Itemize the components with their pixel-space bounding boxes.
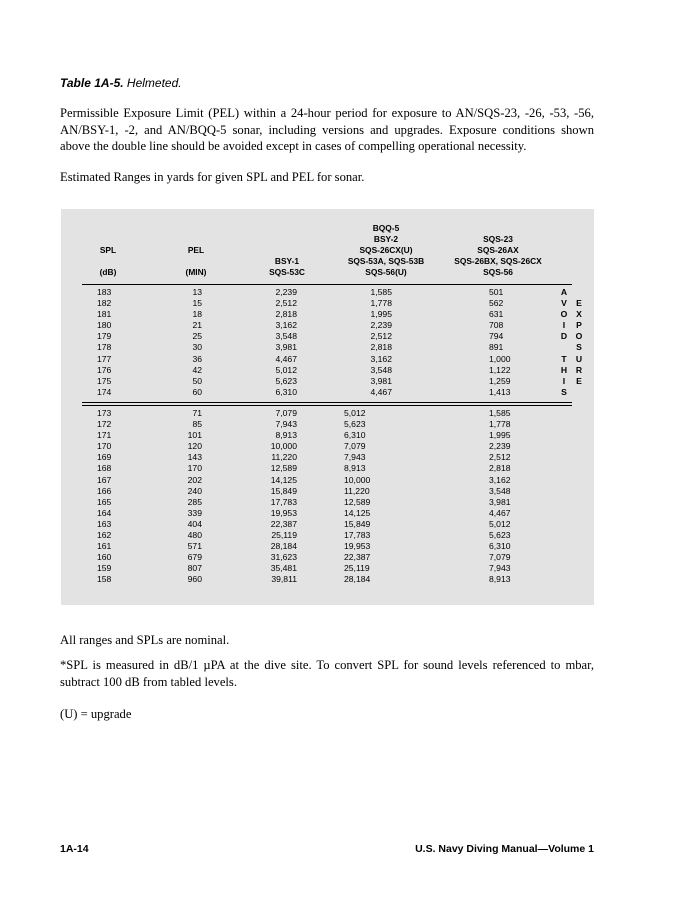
header-pel-line: PEL — [187, 245, 205, 255]
header-bsy1 — [257, 256, 317, 278]
ranges-caption: Estimated Ranges in yards for given SPL and PEL for sonar. — [60, 170, 365, 184]
table-cell: 7,079 — [489, 552, 511, 563]
vertical-letter: E — [576, 375, 582, 386]
table-cell: 28,184 — [344, 574, 371, 585]
footer-manual-title: U.S. Navy Diving Manual—Volume 1 — [415, 843, 594, 855]
table-cell: 2,818 — [489, 463, 511, 474]
header-spl-line: SPL — [99, 245, 117, 255]
table-cell: 1,000 — [489, 353, 511, 364]
table-cell: 22,387 — [270, 518, 297, 529]
table-cell: 1,778 — [370, 298, 392, 309]
table-cell: 19,953 — [344, 541, 371, 552]
table-cell: 7,079 — [344, 441, 366, 452]
lower-sqs23-column — [489, 408, 520, 586]
vertical-letter — [573, 387, 585, 398]
table-cell: 5,623 — [489, 530, 511, 541]
table-cell: 3,162 — [489, 474, 511, 485]
header-bqq5-line: SQS-26CX(U) — [359, 245, 413, 255]
table-cell: 71 — [192, 408, 202, 418]
table-cell: 22,387 — [344, 552, 371, 563]
table-cell: 4,467 — [275, 353, 297, 364]
avoid-this-vertical — [558, 287, 570, 398]
upper-sqs23-column — [489, 287, 520, 398]
table-cell: 3,548 — [489, 485, 511, 496]
header-rule — [82, 284, 572, 285]
vertical-letter: O — [560, 309, 568, 320]
table-cell: 5,623 — [344, 419, 366, 430]
table-cell: 1,585 — [489, 408, 511, 418]
vertical-letter: R — [575, 364, 583, 375]
upper-spl-column — [97, 287, 121, 398]
header-pel-unit: (MIN) — [185, 267, 207, 277]
table-cell: 10,000 — [344, 474, 371, 485]
table-cell: 7,943 — [275, 419, 297, 430]
table-cell: 6,310 — [489, 541, 511, 552]
table-cell: 176 — [97, 364, 112, 375]
table-cell: 11,220 — [271, 452, 297, 463]
table-cell: 39,811 — [271, 574, 297, 585]
table-cell: 180 — [97, 320, 112, 331]
vertical-letter: O — [575, 331, 583, 342]
header-bqq5-line: SQS-56(U) — [365, 267, 407, 277]
vertical-letter: P — [576, 320, 582, 331]
table-cell: 13 — [192, 287, 202, 297]
header-sqs23-line: SQS-56 — [483, 267, 513, 277]
vertical-letter: S — [576, 342, 582, 353]
vertical-letter: D — [560, 331, 568, 342]
table-cell: 5,012 — [489, 518, 511, 529]
table-cell: 25,119 — [344, 563, 370, 574]
vertical-letter: H — [560, 364, 568, 375]
table-cell: 35,481 — [270, 563, 297, 574]
table-cell: 1,995 — [370, 309, 392, 320]
table-cell: 158 — [97, 574, 112, 585]
table-cell: 1,585 — [370, 287, 392, 297]
table-cell: 2,512 — [275, 298, 297, 309]
table-cell: 160 — [97, 552, 112, 563]
table-cell: 171 — [97, 430, 112, 441]
table-cell: 30 — [192, 342, 202, 353]
table-cell: 161 — [97, 541, 112, 552]
vertical-letter: I — [562, 375, 566, 386]
header-bqq5-line: BSY-2 — [373, 234, 399, 244]
exposure-vertical — [573, 287, 585, 398]
table-cell: 15 — [192, 298, 202, 309]
table-cell: 101 — [187, 430, 202, 441]
lower-spl-column — [97, 408, 121, 586]
table-cell: 14,125 — [270, 474, 297, 485]
table-cell: 28,184 — [270, 541, 297, 552]
vertical-letter — [573, 287, 585, 298]
table-name: Helmeted. — [126, 76, 182, 90]
table-cell: 240 — [187, 485, 202, 496]
table-cell: 162 — [97, 530, 112, 541]
table-cell: 7,079 — [275, 408, 297, 418]
table-cell: 60 — [192, 386, 202, 397]
table-cell: 285 — [187, 496, 202, 507]
table-cell: 168 — [97, 463, 112, 474]
table-cell: 1,259 — [489, 375, 511, 386]
table-cell: 85 — [192, 419, 202, 430]
table-cell: 339 — [187, 507, 202, 518]
table-cell: 175 — [97, 375, 112, 386]
table-cell: 19,953 — [270, 507, 297, 518]
header-bsy1-line: BSY-1 — [274, 256, 300, 266]
upper-bqq5-column — [361, 287, 392, 398]
table-cell: 8,913 — [275, 430, 297, 441]
table-cell: 170 — [187, 463, 202, 474]
sonar-range-table — [61, 209, 594, 605]
table-cell: 182 — [97, 298, 112, 309]
table-cell: 3,981 — [275, 342, 297, 353]
table-cell: 2,239 — [489, 441, 511, 452]
table-cell: 562 — [489, 298, 504, 309]
table-cell: 181 — [97, 309, 112, 320]
lower-pel-column — [176, 408, 202, 586]
lower-bqq5-column — [344, 408, 384, 586]
table-cell: 7,943 — [489, 563, 511, 574]
table-cell: 143 — [187, 452, 202, 463]
table-cell: 17,783 — [344, 530, 371, 541]
table-cell: 794 — [489, 331, 504, 342]
note-upgrade: (U) = upgrade — [60, 707, 132, 721]
table-cell: 2,512 — [489, 452, 511, 463]
upper-bsy1-column — [266, 287, 297, 398]
table-cell: 202 — [187, 474, 202, 485]
header-sqs23 — [443, 234, 553, 278]
table-cell: 179 — [97, 331, 112, 342]
table-cell: 31,623 — [270, 552, 297, 563]
table-cell: 480 — [187, 530, 202, 541]
footer-page-number: 1A-14 — [60, 843, 89, 855]
intro-paragraph: Permissible Exposure Limit (PEL) within a 24-hour period for exposure to AN/SQS-23, -26, -53, -56, AN/BSY-1, -2, and AN/BQQ-5 sonar, including versions and upgrades. Exposure conditions shown above the double line should be avoided except in cases of compelling operational necessity. — [60, 106, 594, 153]
vertical-letter: X — [576, 309, 582, 320]
table-cell: 12,589 — [344, 496, 371, 507]
table-cell: 178 — [97, 342, 112, 353]
table-cell: 21 — [192, 320, 202, 331]
table-cell: 2,239 — [275, 287, 297, 297]
table-cell: 167 — [97, 474, 112, 485]
table-cell: 631 — [489, 309, 504, 320]
table-cell: 1,778 — [489, 419, 511, 430]
table-cell: 166 — [97, 485, 112, 496]
vertical-letter: V — [561, 298, 567, 309]
table-number: Table 1A-5. — [60, 76, 124, 90]
table-cell: 3,162 — [370, 353, 392, 364]
vertical-letter: I — [562, 320, 566, 331]
table-cell: 42 — [192, 364, 202, 375]
table-cell: 174 — [97, 386, 112, 397]
header-spl-unit: (dB) — [99, 267, 117, 277]
lower-bsy1-column — [266, 408, 297, 586]
table-cell: 177 — [97, 353, 112, 364]
table-cell: 4,467 — [489, 507, 511, 518]
table-cell: 11,220 — [344, 485, 370, 496]
table-cell: 3,548 — [370, 364, 392, 375]
table-cell: 5,623 — [275, 375, 297, 386]
table-cell: 2,818 — [370, 342, 392, 353]
header-pel — [179, 245, 213, 278]
table-cell: 164 — [97, 507, 112, 518]
table-cell: 4,467 — [370, 386, 392, 397]
table-cell: 3,162 — [275, 320, 297, 331]
table-cell: 8,913 — [489, 574, 511, 585]
table-cell: 960 — [187, 574, 202, 585]
table-cell: 159 — [97, 563, 112, 574]
table-cell: 1,995 — [489, 430, 511, 441]
table-cell: 169 — [97, 452, 112, 463]
header-bqq5-line: BQQ-5 — [372, 223, 400, 233]
table-cell: 10,000 — [270, 441, 297, 452]
table-cell: 6,310 — [275, 386, 297, 397]
table-cell: 501 — [489, 287, 504, 297]
table-cell: 120 — [187, 441, 202, 452]
table-cell: 2,512 — [370, 331, 392, 342]
header-sqs23-line: SQS-26AX — [477, 245, 519, 255]
table-cell: 679 — [187, 552, 202, 563]
header-sqs23-line: SQS-26BX, SQS-26CX — [454, 256, 542, 266]
note-spl-conversion: *SPL is measured in dB/1 µPA at the dive site. To convert SPL for sound levels referenced to mbar, subtract 100 dB from tabled levels. — [60, 658, 594, 689]
vertical-letter: S — [561, 386, 567, 397]
table-cell: 165 — [97, 496, 112, 507]
header-bsy1-line: SQS-53C — [269, 267, 305, 277]
header-spl — [93, 245, 123, 278]
table-cell: 172 — [97, 419, 112, 430]
header-bqq5-line: SQS-53A, SQS-53B — [347, 256, 425, 266]
table-cell: 2,239 — [370, 320, 392, 331]
table-cell: 708 — [489, 320, 504, 331]
note-nominal: All ranges and SPLs are nominal. — [60, 633, 230, 647]
header-sqs23-line: SQS-23 — [483, 234, 513, 244]
table-cell: 15,849 — [344, 518, 371, 529]
table-cell: 1,413 — [489, 386, 511, 397]
table-cell: 3,981 — [370, 375, 392, 386]
header-bqq5 — [331, 223, 441, 278]
table-cell: 50 — [192, 375, 202, 386]
table-cell: 18 — [192, 309, 202, 320]
table-cell: 25,119 — [271, 530, 297, 541]
vertical-letter: T — [561, 353, 567, 364]
table-cell: 12,589 — [270, 463, 297, 474]
table-cell: 891 — [489, 342, 504, 353]
table-cell: 8,913 — [344, 463, 366, 474]
table-cell: 3,981 — [489, 496, 511, 507]
table-cell: 17,783 — [270, 496, 297, 507]
upper-pel-column — [176, 287, 202, 398]
vertical-letter: A — [560, 287, 568, 297]
table-cell: 183 — [97, 287, 112, 297]
table-cell: 807 — [187, 563, 202, 574]
vertical-letter: U — [575, 353, 583, 364]
double-line-top — [82, 402, 572, 403]
table-cell: 2,818 — [275, 309, 297, 320]
table-title — [60, 76, 182, 90]
vertical-letter — [558, 342, 570, 353]
table-cell: 170 — [97, 441, 112, 452]
table-cell: 6,310 — [344, 430, 366, 441]
table-cell: 5,012 — [344, 408, 366, 418]
table-cell: 25 — [192, 331, 202, 342]
vertical-letter: E — [576, 298, 582, 309]
table-cell: 7,943 — [344, 452, 366, 463]
double-line-bottom — [82, 405, 572, 406]
table-cell: 15,849 — [270, 485, 297, 496]
table-cell: 5,012 — [275, 364, 297, 375]
table-cell: 404 — [187, 518, 202, 529]
table-cell: 163 — [97, 518, 112, 529]
table-cell: 1,122 — [489, 364, 511, 375]
table-cell: 14,125 — [344, 507, 371, 518]
table-cell: 36 — [192, 353, 202, 364]
table-cell: 3,548 — [275, 331, 297, 342]
table-cell: 571 — [187, 541, 202, 552]
table-cell: 173 — [97, 408, 112, 418]
